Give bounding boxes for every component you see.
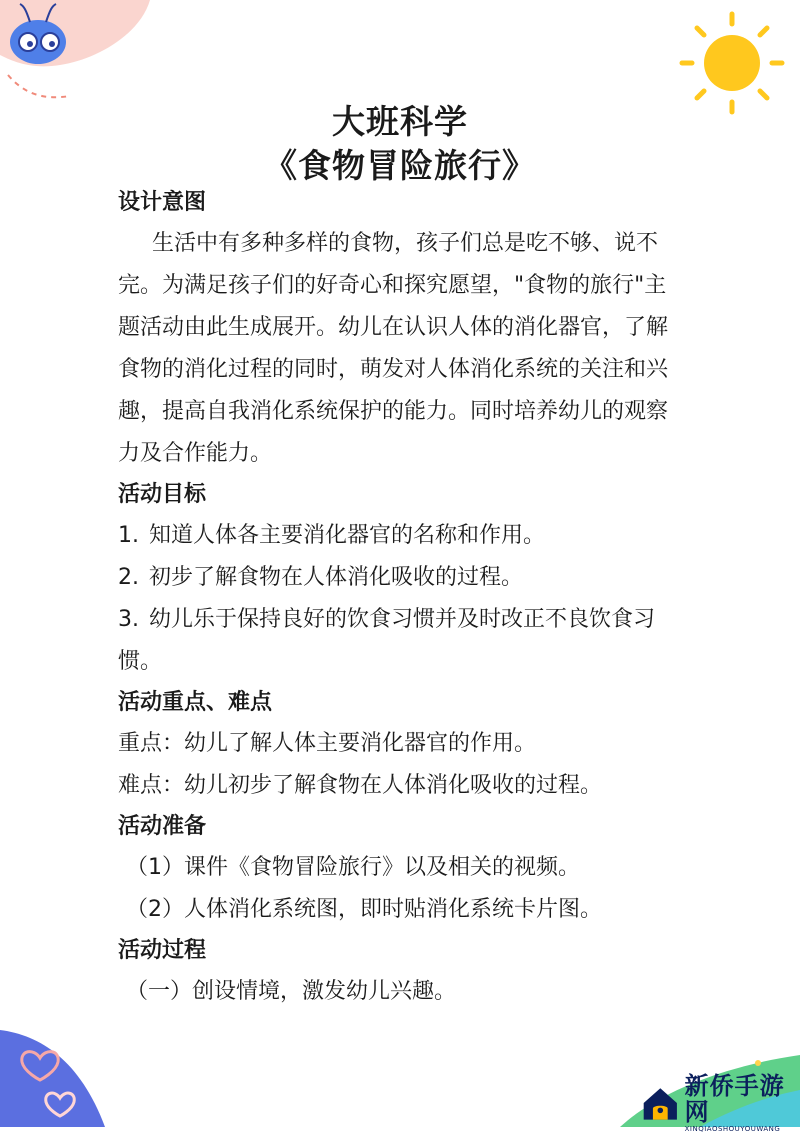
goals-list: [118, 515, 688, 683]
section-heading-prep: 活动准备: [118, 814, 207, 839]
section-heading-goals: 活动目标: [118, 482, 207, 507]
section-heading-focus: 活动重点、难点: [118, 690, 273, 715]
bottom-left-hearts-decoration: [0, 1020, 120, 1127]
prep-item: （1）课件《食物冒险旅行》以及相关的视频。: [126, 855, 580, 880]
key-point-text: 重点：幼儿了解人体主要消化器官的作用。: [118, 731, 537, 756]
watermark-subtitle: XINQIAOSHOUYOUWANG: [684, 1125, 781, 1133]
list-item: 2. 初步了解食物在人体消化吸收的过程。: [118, 565, 524, 590]
list-item: 3. 幼儿乐于保持良好的饮食习惯并及时改正不良饮食习惯。: [118, 607, 656, 674]
section-heading-process: 活动过程: [118, 938, 207, 963]
page-title: 大班科学: [332, 102, 468, 141]
watermark-name: 新侨手游网: [684, 1071, 785, 1126]
section-heading-design: 设计意图: [118, 190, 207, 215]
house-logo-icon: [640, 1083, 681, 1123]
prep-item: （2）人体消化系统图，即时贴消化系统卡片图。: [126, 897, 602, 922]
lesson-content: [118, 183, 688, 1013]
difficulty-text: 难点：幼儿初步了解食物在人体消化吸收的过程。: [118, 773, 603, 798]
site-watermark: [640, 1071, 800, 1133]
page-subtitle: 《食物冒险旅行》: [264, 146, 536, 185]
process-step: （一）创设情境，激发幼儿兴趣。: [126, 979, 457, 1004]
design-paragraph: 生活中有多种多样的食物，孩子们总是吃不够、说不完。为满足孩子们的好奇心和探究愿望，"食物的旅行"主题活动由此生成展开。幼儿在认识人体的消化器官，了解食物的消化过程的同时，萌发对人体消化系统的关注和兴趣，提高自我消化系统保护的能力。同时培养幼儿的观察力及合作能力。: [118, 231, 669, 466]
list-item: 1. 知道人体各主要消化器官的名称和作用。: [118, 523, 546, 548]
